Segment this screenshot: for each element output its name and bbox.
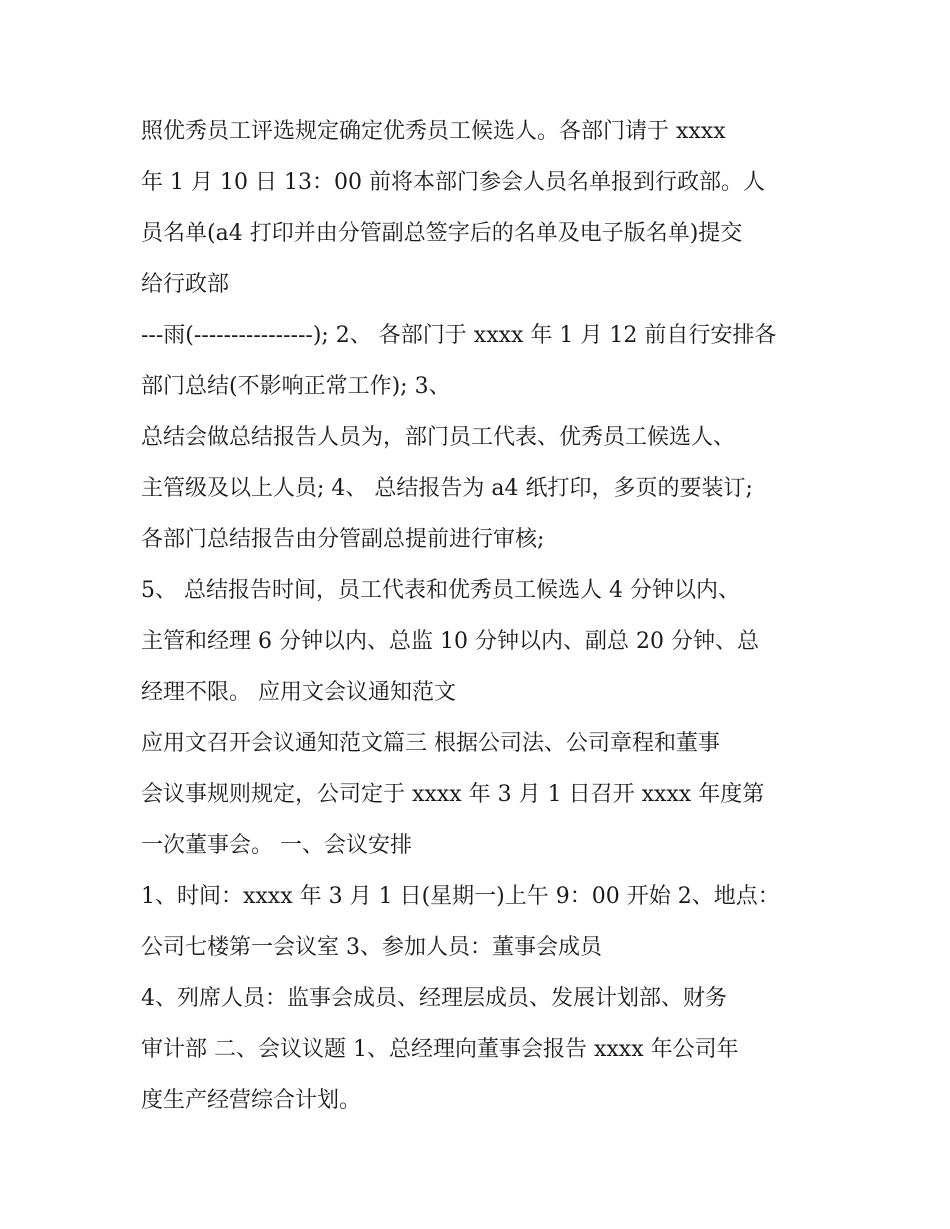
text-line: 给行政部: [141, 272, 230, 297]
text-line: 审计部 二、会议议题 1、总经理向董事会报告 xxxx 年公司年: [141, 1037, 739, 1062]
text-line: 公司七楼第一会议室 3、参加人员：董事会成员: [141, 935, 602, 960]
text-line: 照优秀员工评选规定确定优秀员工候选人。各部门请于 xxxx: [141, 119, 726, 144]
text-line: 应用文召开会议通知范文篇三 根据公司法、公司章程和董事: [141, 731, 720, 756]
text-line: 一次董事会。 一、会议安排: [141, 833, 412, 858]
text-line: 总结会做总结报告人员为，部门员工代表、优秀员工候选人、: [141, 425, 736, 450]
text-line: 会议事规则规定，公司定于 xxxx 年 3 月 1 日召开 xxxx 年度第: [141, 782, 765, 807]
text-line: 1、时间：xxxx 年 3 月 1 日(星期一)上午 9：00 开始 2、地点：: [141, 884, 780, 909]
text-line: 主管级及以上人员; 4、 总结报告为 a4 纸打印，多页的要装订;: [141, 476, 753, 501]
text-line: 5、 总结报告时间，员工代表和优秀员工候选人 4 分钟以内、: [141, 578, 740, 603]
text-line: 各部门总结报告由分管副总提前进行审核;: [141, 527, 545, 552]
text-line: 部门总结(不影响正常工作); 3、: [141, 374, 451, 399]
text-line: ---雨(----------------); 2、 各部门于 xxxx 年 1 月 12 前自行安排各: [141, 323, 777, 348]
document-body: [141, 112, 831, 1132]
text-line: 员名单(a4 打印并由分管副总签字后的名单及电子版名单)提交: [141, 221, 743, 246]
text-line: 年 1 月 10 日 13：00 前将本部门参会人员名单报到行政部。人: [141, 170, 765, 195]
text-line: 经理不限。 应用文会议通知范文: [141, 680, 456, 705]
text-line: 主管和经理 6 分钟以内、总监 10 分钟以内、副总 20 分钟、总: [141, 629, 759, 654]
text-line: 4、列席人员：监事会成员、经理层成员、发展计划部、财务: [141, 986, 727, 1011]
text-line: 度生产经营综合计划。: [141, 1088, 362, 1113]
